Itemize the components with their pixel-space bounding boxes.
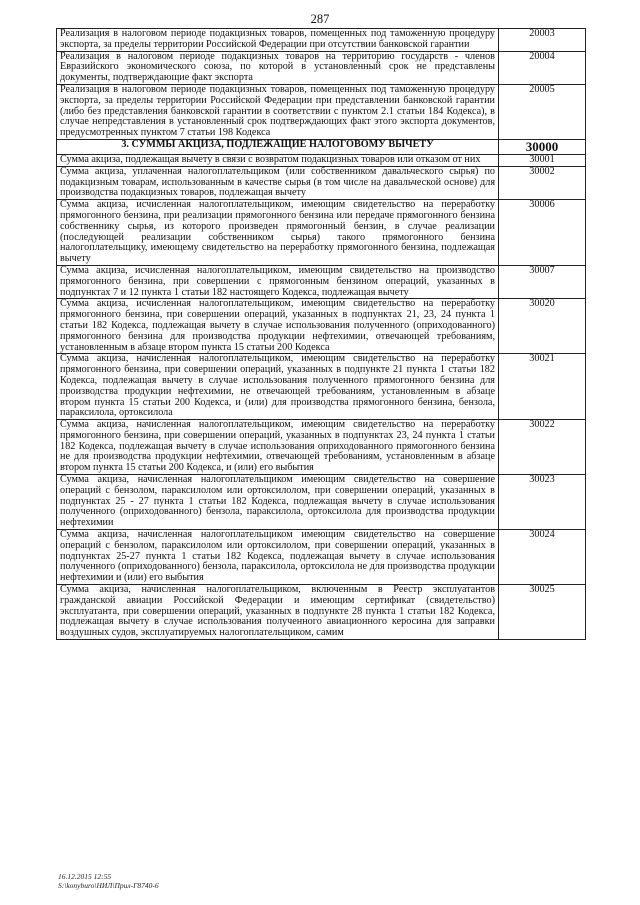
- footer: [58, 872, 159, 890]
- footer-path: S:\konyburo\НИЛ\Прил-Г8740-6: [58, 881, 159, 890]
- row-code: 30020: [499, 299, 586, 354]
- code-table: [56, 28, 586, 640]
- row-code: 20004: [499, 51, 586, 84]
- table-row: [57, 154, 586, 166]
- row-code: 30006: [499, 200, 586, 266]
- table-row: [57, 51, 586, 84]
- row-code: 30021: [499, 354, 586, 420]
- row-description: Реализация в налоговом периоде подакцизных товаров, помещенных под таможенную процедуру экспорта, за пределы территории Российской Федерации при отсутствии банковской гарантии: [57, 29, 499, 52]
- page-number: 287: [310, 12, 330, 26]
- row-description: Сумма акциза, исчисленная налогоплательщиком, имеющим свидетельство на переработку прямогонного бензина, при совершении операций, указанных в подпунктах 21, 23, 24 пункта 1 статьи 182 Кодекса, подлежащая вычету в случае использования полученного (оприходованного) прямогонного бензина для производства продукции нефтехимии, отвечающей требованиям, установленным в абзаце втором пункта 15 статьи 200 Кодекса: [57, 299, 499, 354]
- table-row: [57, 354, 586, 420]
- table-row: [57, 29, 586, 52]
- table-row: [57, 166, 586, 199]
- table-row: [57, 200, 586, 266]
- table-row: [57, 585, 586, 640]
- row-description: Сумма акциза, начисленная налогоплательщиком имеющим свидетельство на совершение операций с бензолом, параксилолом или ортоксилолом, при совершении операций, указанных в подпунктах 25 - 27 пункта 1 статьи 182 Кодекса, подлежащая вычету в случае использования полученного (оприходованного) бензола, параксилола, ортоксилола для производства продукции нефтехимии: [57, 475, 499, 530]
- row-code: 30025: [499, 585, 586, 640]
- row-description: Реализация в налоговом периоде подакцизных товаров на территорию государств - членов Евразийского экономического союза, по которой в установленный срок не представлены документы, подтверждающие факт экспорта: [57, 51, 499, 84]
- row-description: Сумма акциза, начисленная налогоплательщиком, включенным в Реестр эксплуатантов гражданской авиации Российской Федерации и имеющим сертификат (свидетельство) эксплуатанта, при совершении операций, указанных в подпункте 28 пункта 1 статьи 182 Кодекса, подлежащая вычету в случае использования полученного авиационного керосина для заправки воздушных судов, эксплуатируемых налогоплательщиком, самим: [57, 585, 499, 640]
- row-code: 30022: [499, 420, 586, 475]
- row-code: 30023: [499, 475, 586, 530]
- table-row: [57, 84, 586, 139]
- footer-date: 16.12.2015 12:55: [58, 872, 112, 881]
- table-row: [57, 420, 586, 475]
- row-description: Реализация в налоговом периоде подакцизных товаров, помещенных под таможенную процедуру экспорта, за пределы территории Российской Федерации при представлении банковской гарантии (либо без представления банковской гарантии в соответствии с пунктом 2.1 статьи 184 Кодекса), в случае непредставления в установленный срок подтверждающих факт этого экспорта документов, предусмотренных пунктом 7 статьи 198 Кодекса: [57, 84, 499, 139]
- row-description: Сумма акциза, начисленная налогоплательщиком имеющим свидетельство на совершение операций с бензолом, параксилолом или ортоксилолом, при совершении операций, указанных в подпунктах 25-27 пункта 1 статьи 182 Кодекса, подлежащая вычету в случае использования полученного (оприходованного) бензола, параксилола, ортоксилола не для производства продукции нефтехимии и (или) его выбытия: [57, 530, 499, 585]
- row-description: Сумма акциза, подлежащая вычету в связи с возвратом подакцизных товаров или отказом от них: [57, 154, 499, 166]
- table-row: [57, 475, 586, 530]
- row-code: 30001: [499, 154, 586, 166]
- table-row: [57, 265, 586, 298]
- row-code: 20005: [499, 84, 586, 139]
- row-description: Сумма акциза, уплаченная налогоплательщиком (или собственником давальческого сырья) по подакцизным товарам, использованным в качестве сырья (в том числе на давальческой основе) для производства подакцизных товаров, подлежащая вычету: [57, 166, 499, 199]
- row-description: Сумма акциза, начисленная налогоплательщиком, имеющим свидетельство на переработку прямогонного бензина, при совершении операций, указанных в подпункте 21 пункта 1 статьи 182 Кодекса, подлежащая вычету в случае использования полученного прямогонного бензина для производства продукции нефтехимии, не отвечающей требованиям, установленным в абзаце втором пункта 15 статьи 200 Кодекса, и (или) для производства прямогонного бензина, бензола, параксилола, ортоксилола: [57, 354, 499, 420]
- table-row: [57, 530, 586, 585]
- row-code: 30002: [499, 166, 586, 199]
- section-title: 3. СУММЫ АКЦИЗА, ПОДЛЕЖАЩИЕ НАЛОГОВОМУ ВЫЧЕТУ: [57, 139, 499, 154]
- row-description: Сумма акциза, начисленная налогоплательщиком, имеющим свидетельство на переработку прямогонного бензина, при совершении операций, указанных в подпунктах 23, 24 пункта 1 статьи 182 Кодекса, подлежащая вычету в случае использования оприходованного прямогонного бензина не для производства продукции нефтехимии, отвечающей требованиям, установленным в абзаце втором пункта 15 статьи 200 Кодекса, и (или) его выбытия: [57, 420, 499, 475]
- section-row: [57, 139, 586, 154]
- row-code: 20003: [499, 29, 586, 52]
- row-description: Сумма акциза, исчисленная налогоплательщиком, имеющим свидетельство на переработку прямогонного бензина, при реализации прямогонного бензина или передаче прямогонного бензина собственнику сырья, из которого произведен прямогонный бензин, в случае реализации (последующей реализации собственником сырья) такого прямогонного бензина налогоплательщику, имеющему свидетельство на переработку прямогонного бензина, подлежащая вычету: [57, 200, 499, 266]
- section-code: 30000: [499, 139, 586, 154]
- table-row: [57, 299, 586, 354]
- row-code: 30007: [499, 265, 586, 298]
- row-code: 30024: [499, 530, 586, 585]
- row-description: Сумма акциза, исчисленная налогоплательщиком, имеющим свидетельство на производство прямогонного бензина, при совершении с прямогонным бензином операций, указанных в подпунктах 7 и 12 пункта 1 статьи 182 настоящего Кодекса, подлежащая вычету: [57, 265, 499, 298]
